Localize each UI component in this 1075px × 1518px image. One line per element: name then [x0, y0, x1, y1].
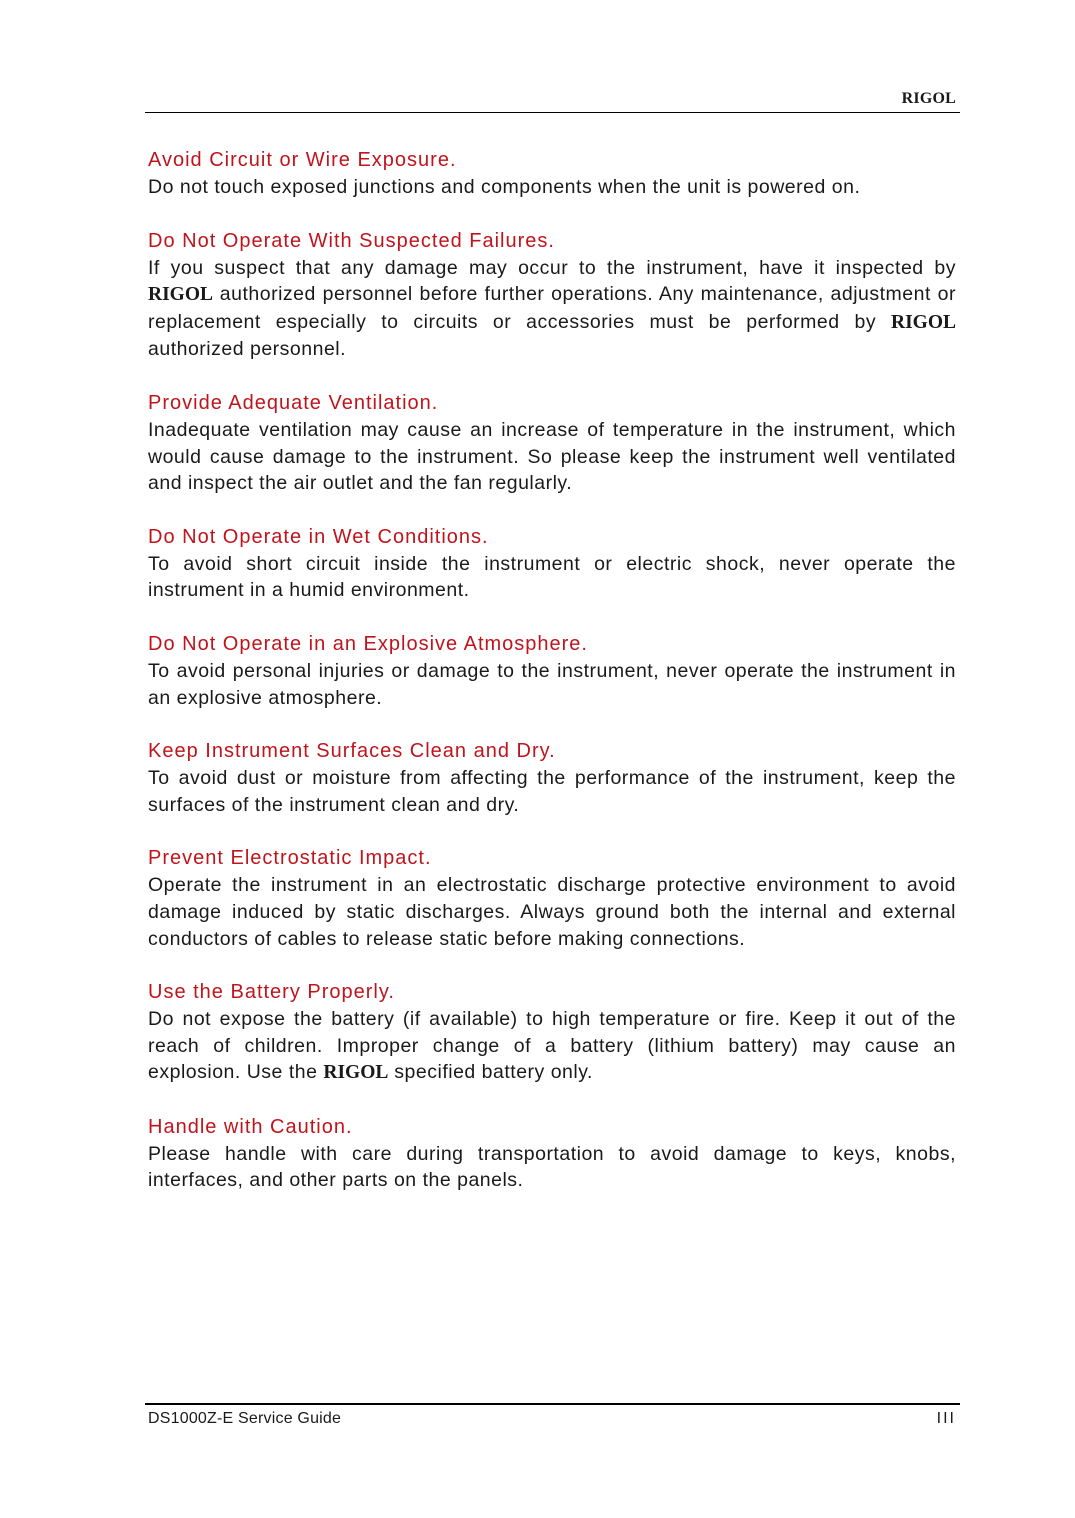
page-number: III	[936, 1410, 956, 1427]
section-body	[148, 1006, 956, 1087]
brand-name: RIGOL	[323, 1062, 389, 1084]
section-body: Please handle with care during transportation to avoid damage to keys, knobs, interfaces, and other parts on the panels.	[148, 1142, 956, 1192]
body-text: Do not expose the battery (if available) to high temperature or fire. Keep it out of the reach of children. Improper change of a battery (lithium battery) may cause an explosion. Use the	[148, 1008, 956, 1084]
section-body: Inadequate ventilation may cause an increase of temperature in the instrument, which would cause damage to the instrument. So please keep the instrument well ventilated and inspect the air outlet and the fan regularly.	[148, 418, 956, 495]
section-handle-caution	[148, 1113, 956, 1194]
section-body: Operate the instrument in an electrostatic discharge protective environment to avoid damage induced by static discharges. Always ground both the internal and external conductors of cables to release static before making connections.	[148, 874, 956, 950]
section-ventilation	[148, 389, 956, 497]
section-heading: Keep Instrument Surfaces Clean and Dry.	[148, 740, 556, 763]
section-heading: Do Not Operate With Suspected Failures.	[148, 229, 555, 252]
header-rule	[145, 112, 960, 113]
footer-title: DS1000Z-E Service Guide	[148, 1410, 342, 1427]
section-heading: Do Not Operate in Wet Conditions.	[148, 525, 489, 548]
section-explosive-atmosphere	[148, 630, 956, 711]
section-electrostatic	[148, 844, 956, 952]
section-circuit-exposure	[148, 146, 956, 201]
section-heading: Avoid Circuit or Wire Exposure.	[148, 149, 457, 171]
section-heading: Provide Adequate Ventilation.	[148, 391, 439, 414]
section-suspected-failures	[148, 227, 956, 363]
body-text: specified battery only.	[394, 1061, 593, 1084]
footer-rule	[145, 1403, 960, 1405]
brand-name: RIGOL	[148, 284, 214, 306]
section-body: Do not touch exposed junctions and components when the unit is powered on.	[148, 176, 861, 198]
page-content	[148, 146, 956, 1220]
section-heading: Handle with Caution.	[148, 1115, 353, 1138]
section-heading: Do Not Operate in an Explosive Atmosphere.	[148, 632, 588, 655]
body-text: authorized personnel.	[148, 338, 347, 361]
section-heading: Use the Battery Properly.	[148, 981, 395, 1004]
section-wet-conditions	[148, 523, 956, 604]
header-brand: RIGOL	[901, 90, 956, 107]
section-clean-dry	[148, 737, 956, 818]
brand-name: RIGOL	[890, 311, 956, 333]
section-battery	[148, 978, 956, 1087]
body-text: authorized personnel before further operations. Any maintenance, adjustment or replacement especially to circuits or accessories must be performed by	[148, 283, 956, 333]
section-heading: Prevent Electrostatic Impact.	[148, 847, 432, 870]
body-text: If you suspect that any damage may occur to the instrument, have it inspected by	[148, 256, 956, 279]
section-body: To avoid short circuit inside the instrument or electric shock, never operate the instrument in a humid environment.	[148, 552, 956, 602]
section-body: To avoid dust or moisture from affecting the performance of the instrument, keep the surfaces of the instrument clean and dry.	[148, 767, 956, 816]
section-body: To avoid personal injuries or damage to the instrument, never operate the instrument in an explosive atmosphere.	[148, 659, 956, 709]
section-body	[148, 255, 956, 363]
